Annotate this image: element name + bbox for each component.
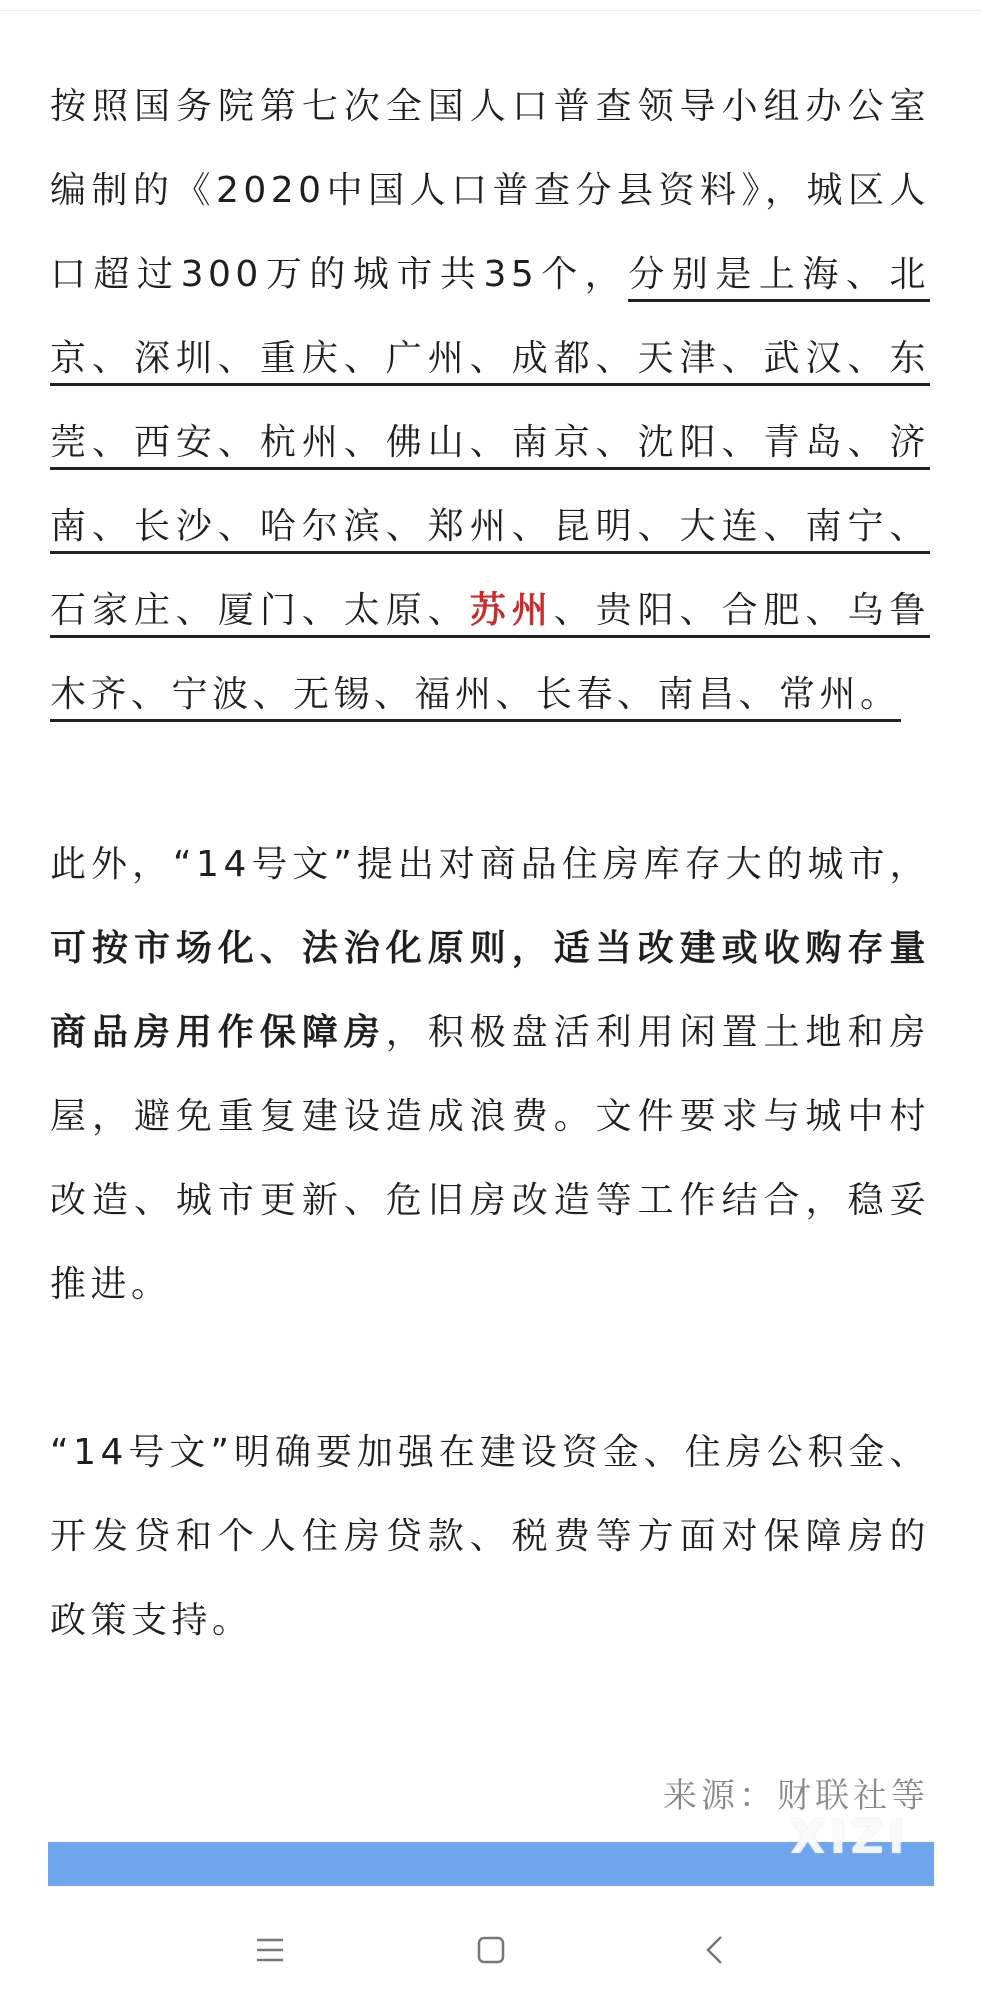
article-paragraph-2-last-line: 推进。 — [50, 1264, 172, 1305]
home-button[interactable] — [463, 1922, 519, 1978]
back-button[interactable] — [687, 1922, 743, 1978]
menu-icon — [255, 1936, 285, 1964]
xizi-watermark: XIZI — [789, 1810, 909, 1864]
underlined-city-list-end: 木齐、宁波、无锡、福州、长春、南昌、常州。 — [50, 674, 901, 722]
paragraph-2-rest: ，积极盘活利用闲置土地和房屋，避免重复建设造成浪费。文件要求与城中村改造、城市更新、危旧房改造等工作结合，稳妥 — [50, 1012, 930, 1221]
highlight-city: 苏州 — [469, 590, 554, 631]
article-paragraph-3: “14号文”明确要加强在建设资金、住房公积金、开发贷和个人住房贷款、税费等方面对保障房的 — [50, 1432, 930, 1557]
back-icon — [703, 1934, 727, 1966]
article-paragraph-1-last-line — [50, 653, 901, 737]
source-credit: 来源：财联社等 — [663, 1776, 929, 1816]
underlined-city-list — [50, 254, 930, 638]
recent-apps-button[interactable] — [242, 1922, 298, 1978]
article-paragraph-1 — [50, 65, 930, 653]
home-icon — [476, 1935, 506, 1965]
article-paragraph-2 — [50, 823, 930, 1243]
top-divider — [0, 10, 981, 11]
underlined-city-list-a: 分别是上海、北京、深圳、重庆、广州、成都、天津、武汉、东莞、西安、杭州、佛山、南京、沈阳、青岛、济南、长沙、哈尔滨、郑州、昆明、大连、南宁、石家庄、厦门、太原、 — [50, 254, 930, 631]
system-navigation-bar — [0, 1900, 981, 2000]
paragraph-1-text: 按照国务院第七次全国人口普查领导小组办公室编制的《2020中国人口普查分县资料》，城区人口超过300万的城市共35个， — [50, 86, 930, 295]
article-paragraph-3-last-line: 政策支持。 — [50, 1600, 253, 1641]
underlined-city-list-b: 、贵阳、合肥、乌鲁 — [553, 590, 930, 631]
paragraph-2-bold: 可按市场化、法治化原则，适当改建或收购存量商品房用作保障房 — [50, 928, 930, 1053]
paragraph-2-intro: 此外，“14号文”提出对商品住房库存大的城市， — [50, 844, 930, 885]
